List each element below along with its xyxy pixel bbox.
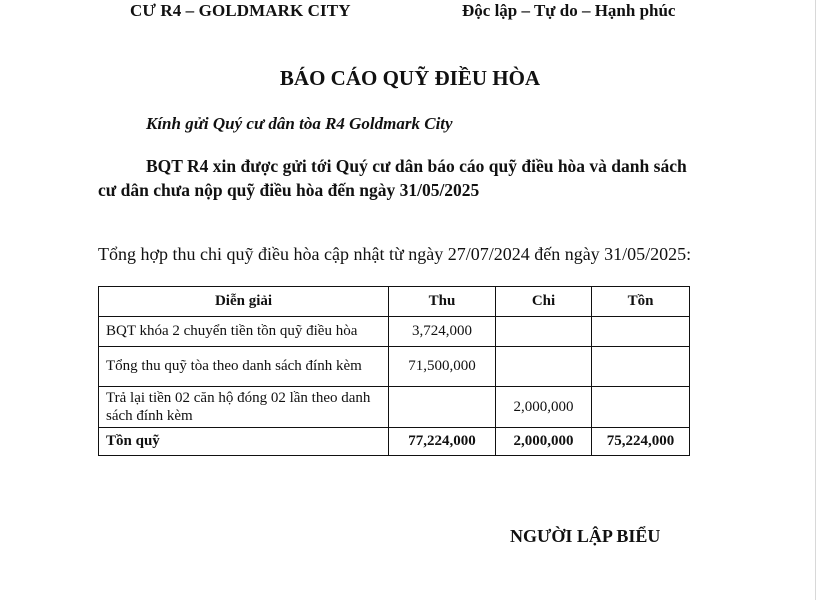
table-header-row (99, 287, 690, 317)
summary-line: Tổng hợp thu chi quỹ điều hòa cập nhật từ ngày 27/07/2024 đến ngày 31/05/2025: (98, 244, 692, 264)
col-header-balance: Tồn (592, 287, 690, 317)
total-expense: 2,000,000 (496, 428, 592, 456)
page-title: BÁO CÁO QUỸ ĐIỀU HÒA (279, 66, 541, 90)
row-description: BQT khóa 2 chuyển tiền tồn quỹ điều hòa (99, 317, 389, 347)
row-balance (592, 347, 690, 387)
row-income: 3,724,000 (389, 317, 496, 347)
total-label: Tồn quỹ (99, 428, 389, 456)
row-balance (592, 317, 690, 347)
table-row (99, 347, 690, 387)
row-description: Tổng thu quỹ tòa theo danh sách đính kèm (99, 347, 389, 387)
row-income (389, 387, 496, 428)
total-income: 77,224,000 (389, 428, 496, 456)
row-income: 71,500,000 (389, 347, 496, 387)
header-motto: Độc lập – Tự do – Hạnh phúc (462, 1, 676, 20)
fund-table (98, 286, 690, 456)
row-expense: 2,000,000 (496, 387, 592, 428)
col-header-expense: Chi (496, 287, 592, 317)
row-expense (496, 347, 592, 387)
total-balance: 75,224,000 (592, 428, 690, 456)
greeting: Kính gửi Quý cư dân tòa R4 Goldmark City (146, 114, 453, 133)
row-description: Trả lại tiền 02 căn hộ đóng 02 lần theo danh sách đính kèm (99, 387, 389, 428)
table-row (99, 387, 690, 428)
col-header-description: Diễn giải (99, 287, 389, 317)
row-expense (496, 317, 592, 347)
row-balance (592, 387, 690, 428)
table-row (99, 317, 690, 347)
signer-title: NGƯỜI LẬP BIỂU (510, 526, 661, 546)
intro-paragraph: BQT R4 xin được gửi tới Quý cư dân báo cáo quỹ điều hòa và danh sách cư dân chưa nộp quỹ điều hòa đến ngày 31/05/2025 (98, 156, 687, 200)
table-total-row (99, 428, 690, 456)
header-org: CƯ R4 – GOLDMARK CITY (130, 1, 351, 20)
col-header-income: Thu (389, 287, 496, 317)
